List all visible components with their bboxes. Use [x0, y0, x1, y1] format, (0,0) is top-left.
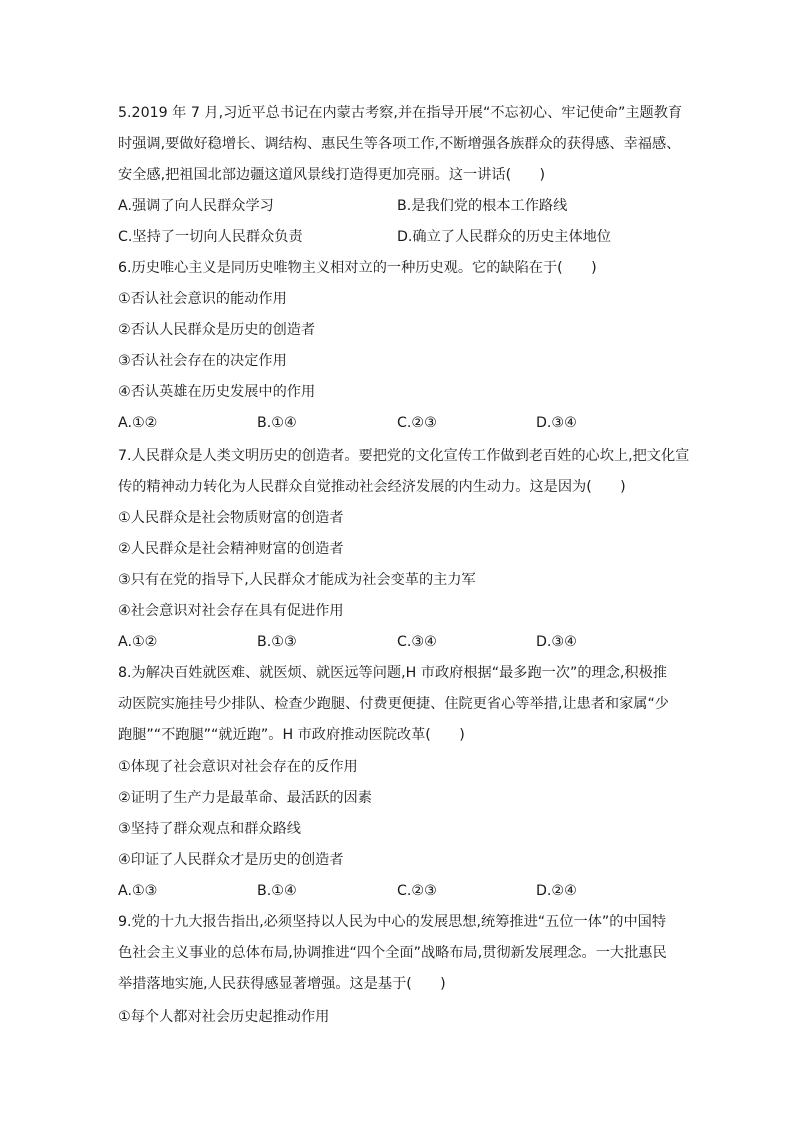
q7-statement: ④社会意识对社会存在具有促进作用 — [118, 603, 344, 619]
q5-option-a: A.强调了向人民群众学习 — [118, 198, 274, 214]
q6-statement: ②否认人民群众是历史的创造者 — [118, 322, 316, 338]
q7-option-a: A.①② — [118, 634, 158, 650]
q7-stem-line: 传的精神动力转化为人民群众自觉推动社会经济发展的内生动力。这是因为( ) — [118, 479, 626, 495]
q6-option-b: B.①④ — [257, 415, 297, 431]
q7-statement: ②人民群众是社会精神财富的创造者 — [118, 541, 344, 557]
q8-statement: ④印证了人民群众才是历史的创造者 — [118, 852, 344, 868]
q8-option-b: B.①④ — [257, 883, 297, 899]
q8-option-a: A.①③ — [118, 883, 158, 899]
q5-option-b: B.是我们党的根本工作路线 — [397, 198, 568, 214]
q6-option-c: C.②③ — [397, 415, 437, 431]
q6-option-a: A.①② — [118, 415, 158, 431]
q8-statement: ③坚持了群众观点和群众路线 — [118, 821, 301, 837]
q6-statement: ③否认社会存在的决定作用 — [118, 353, 287, 369]
q6-statement: ①否认社会意识的能动作用 — [118, 291, 287, 307]
q5-option-d: D.确立了人民群众的历史主体地位 — [397, 229, 612, 245]
q6-stem-line: 6.历史唯心主义是同历史唯物主义相对立的一种历史观。它的缺陷在于( ) — [118, 260, 597, 276]
q6-statement: ④否认英雄在历史发展中的作用 — [118, 384, 316, 400]
q5-option-c: C.坚持了一切向人民群众负责 — [118, 229, 303, 245]
q5-stem-line: 安全感,把祖国北部边疆这道风景线打造得更加亮丽。这一讲话( ) — [118, 167, 546, 183]
q9-statement: ①每个人都对社会历史起推动作用 — [118, 1009, 330, 1025]
q9-stem-line: 色社会主义事业的总体布局,协调推进“四个全面”战略布局,贯彻新发展理念。一大批惠民 — [118, 945, 667, 961]
q7-option-b: B.①③ — [257, 634, 297, 650]
q6-option-d: D.③④ — [536, 415, 577, 431]
q9-stem-line: 9.党的十九大报告指出,必须坚持以人民为中心的发展思想,统筹推进“五位一体”的中国特 — [118, 914, 667, 930]
q7-statement: ①人民群众是社会物质财富的创造者 — [118, 510, 344, 526]
q8-statement: ②证明了生产力是最革命、最活跃的因素 — [118, 790, 372, 806]
q8-option-c: C.②③ — [397, 883, 437, 899]
q8-stem-line: 跑腿”“不跑腿”“就近跑”。H 市政府推动医院改革( ) — [118, 727, 465, 743]
q5-stem-line: 5.2019 年 7 月,习近平总书记在内蒙古考察,并在指导开展“不忘初心、牢记使命”主题教育 — [118, 105, 683, 121]
q8-stem-line: 动医院实施挂号少排队、检查少跑腿、付费更便捷、住院更省心等举措,让患者和家属“少 — [118, 696, 669, 712]
q7-option-c: C.③④ — [397, 634, 437, 650]
q7-stem-line: 7.人民群众是人类文明历史的创造者。要把党的文化宣传工作做到老百姓的心坎上,把文化宣 — [118, 448, 690, 464]
q5-stem-line: 时强调,要做好稳增长、调结构、惠民生等各项工作,不断增强各族群众的获得感、幸福感、 — [118, 136, 681, 152]
q9-stem-line: 举措落地实施,人民获得感显著增强。这是基于( ) — [118, 976, 446, 992]
q7-statement: ③只有在党的指导下,人民群众才能成为社会变革的主力军 — [118, 572, 476, 588]
q8-statement: ①体现了社会意识对社会存在的反作用 — [118, 759, 358, 775]
q7-option-d: D.③④ — [536, 634, 577, 650]
q8-option-d: D.②④ — [536, 883, 577, 899]
q8-stem-line: 8.为解决百姓就医难、就医烦、就医远等问题,H 市政府根据“最多跑一次”的理念,积极推 — [118, 665, 667, 681]
